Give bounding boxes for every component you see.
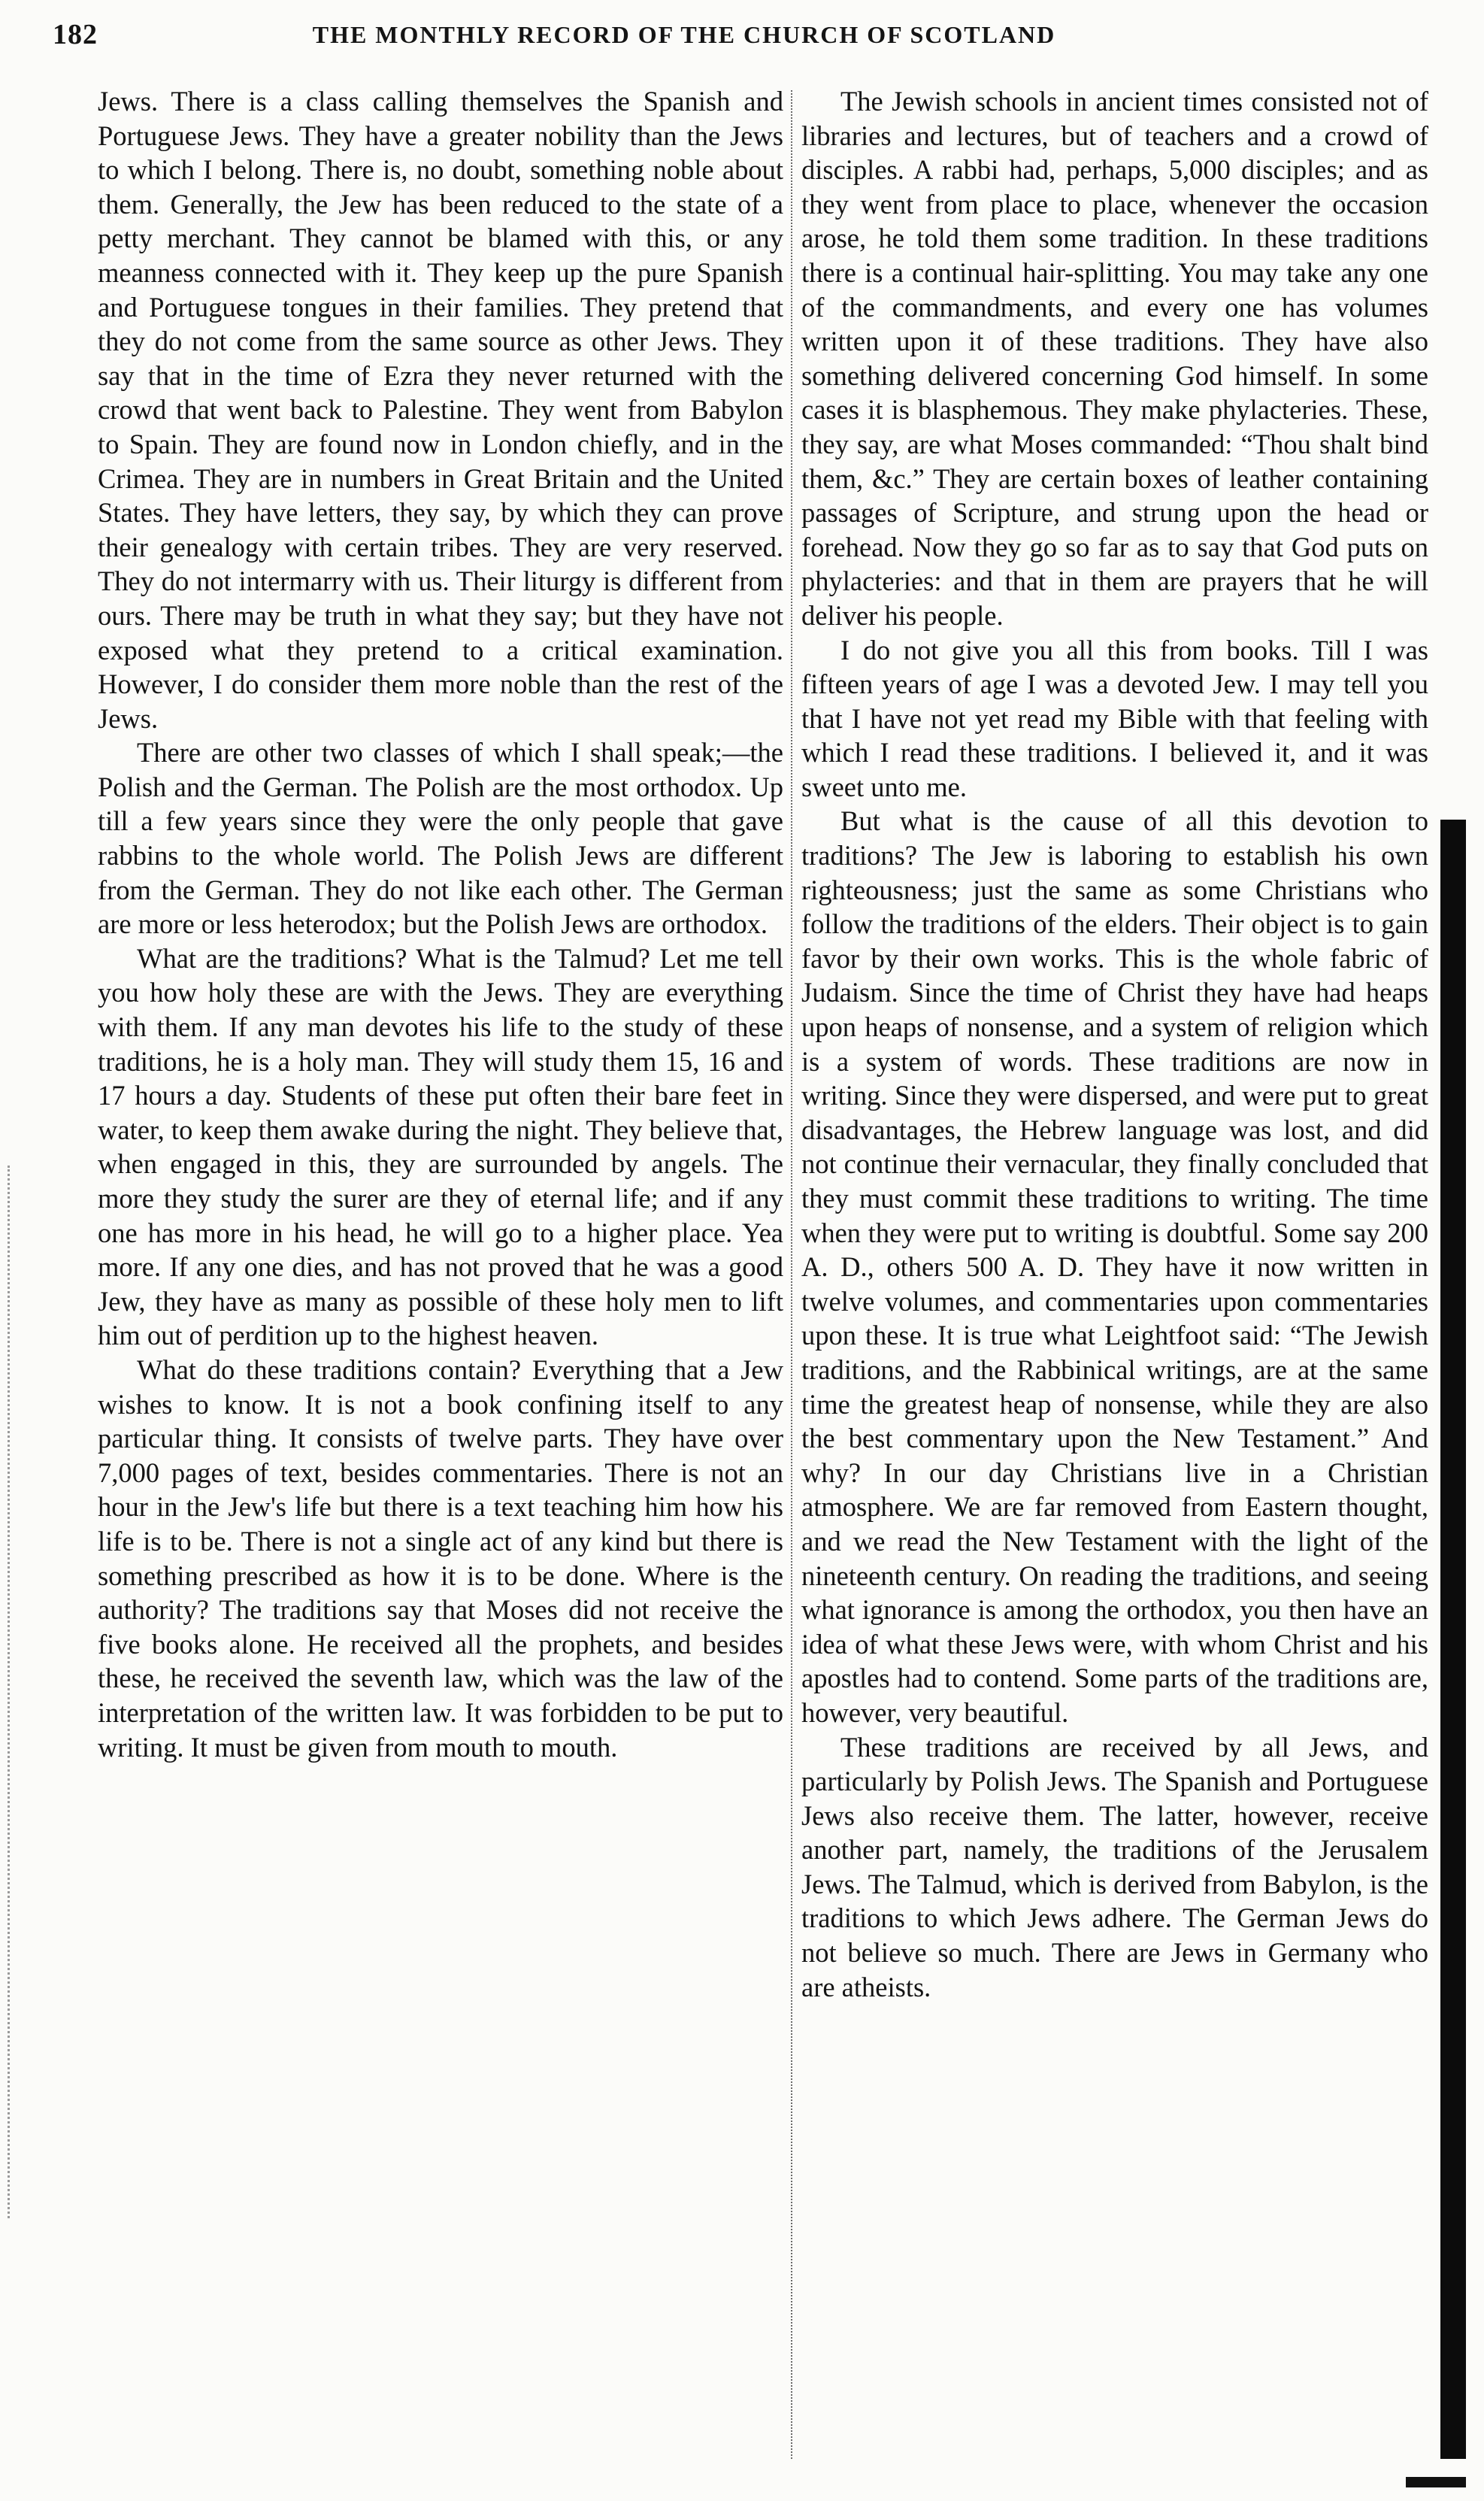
column-divider <box>791 90 792 2459</box>
page-header <box>53 12 1225 57</box>
left-margin-specks <box>8 1166 16 2218</box>
right-paragraph: These traditions are received by all Jews, and particularly by Polish Jews. The Spanish and Portuguese Jews also receive them. The latter, however, receive another part, namely, the traditions of the Jerusalem Jews. The Talmud, which is derived from Babylon, is the traditions to which Jews adhere. The German Jews do not believe so much. There are Jews in Germany who are atheists. <box>801 1731 1428 2002</box>
right-paragraph: I do not give you all this from books. Till I was fifteen years of age I was a devoted Jew. I may tell you that I have not yet read my Bible with that feeling with which I read these traditions. I believed it, and it was sweet unto me. <box>801 634 1428 802</box>
right-paragraph: But what is the cause of all this devotion to traditions? The Jew is laboring to establish his own righteousness; just the same as some Christians who follow the traditions of the elders. Their object is to gain favor by their own works. This is the whole fabric of Judaism. Since the time of Christ they have had heaps upon heaps of nonsense, and a system of religion which is a system of words. These traditions are now in writing. Since they were dispersed, and were put to great disadvantages, the Hebrew language was lost, and did not continue their vernacular, they finally concluded that they must commit these traditions to writing. The time when they were put to writing is doubtful. Some say 200 A. D., others 500 A. D. They have it now written in twelve volumes, and commentaries upon commentaries upon these. It is true what Leightfoot said: “The Jewish traditions, and the Rabbinical writings, are at the same time the greatest heap of nonsense, while they are also the best commentary upon the New Testament.” And why? In our day Christians live in a Christian atmosphere. We are far removed from Eastern thought, and we read the New Testament with the light of the nineteenth century. On reading the traditions, and seeing what ignorance is among the orthodox, you then have an idea of what these Jews were, with whom Christ and his apostles had to contend. Some parts of the traditions are, however, very beautiful. <box>801 805 1428 1728</box>
left-paragraph: Jews. There is a class calling themselves the Spanish and Portuguese Jews. They have a greater nobility than the Jews to which I belong. There is, no doubt, something noble about them. Generally, the Jew has been reduced to the state of a petty merchant. They cannot be blamed with this, or any meanness connected with it. They keep up the pure Spanish and Portuguese tongues in their families. They pretend that they do not come from the same source as other Jews. They say that in the time of Ezra they never returned with the crowd that went back to Palestine. They went from Babylon to Spain. They are found now in London chiefly, and in the Crimea. They are in numbers in Great Britain and the United States. They have letters, they say, by which they can prove their genealogy with certain tribes. They are very reserved. They do not intermarry with us. Their liturgy is different from ours. There may be truth in what they say; but they have not exposed what they pretend to a critical examination. However, I do consider them more noble than the rest of the Jews. <box>98 86 783 734</box>
left-column <box>98 84 783 1764</box>
right-column <box>801 84 1428 2004</box>
right-paragraph: The Jewish schools in ancient times consisted not of libraries and lectures, but of teachers and a crowd of disciples. A rabbi had, perhaps, 5,000 disciples; and as they went from place to place, whenever the occasion arose, he told them some tradition. In these traditions there is a continual hair-splitting. You may take any one of the commandments, and every one has volumes written upon it of these traditions. They have also something delivered concerning God himself. In some cases it is blasphemous. They make phylacteries. These, they say, are what Moses commanded: “Thou shalt bind them, &c.” They are certain boxes of leather containing passages of Scripture, and strung upon the head or forehead. Now they go so far as to say that God puts on phylacteries: and that in them are prayers that he will deliver his people. <box>801 86 1428 631</box>
left-paragraph: What do these traditions contain? Everything that a Jew wishes to know. It is not a book confining itself to any particular thing. It consists of twelve parts. They have over 7,000 pages of text, besides commentaries. There is not an hour in the Jew's life but there is a text teaching him how his life is to be. There is not a single act of any kind but there is something prescribed as how it is to be done. Where is the authority? The traditions say that Moses did not receive the five books alone. He received all the prophets, and besides these, he received the seventh law, which was the law of the interpretation of the written law. It was forbidden to be put to writing. It must be given from mouth to mouth. <box>98 1354 783 1763</box>
left-paragraph: What are the traditions? What is the Talmud? Let me tell you how holy these are with the Jews. They are everything with them. If any man devotes his life to the study of these traditions, he is a holy man. They will study them 15, 16 and 17 hours a day. Students of these put often their bare feet in water, to keep them awake during the night. They believe that, when engaged in this, they are surrounded by angels. The more they study the surer are they of eternal life; and if any one has more in his head, he will go to a higher place. Yea more. If any one dies, and has not proved that he was a good Jew, they have as many as possible of these holy men to lift him out of perdition up to the highest heaven. <box>98 942 783 1351</box>
scan-corner-mark <box>1406 2477 1466 2487</box>
running-title: THE MONTHLY RECORD OF THE CHURCH OF SCOTLAND <box>312 20 1056 48</box>
left-paragraph: There are other two classes of which I shall speak;—the Polish and the German. The Polish are the most orthodox. Up till a few years since they were the only people that gave rabbins to the whole world. The Polish Jews are different from the German. They do not like each other. The German are more or less heterodox; but the Polish Jews are orthodox. <box>98 737 783 940</box>
scan-edge-shadow <box>1440 820 1466 2459</box>
page-number: 182 <box>53 19 98 50</box>
